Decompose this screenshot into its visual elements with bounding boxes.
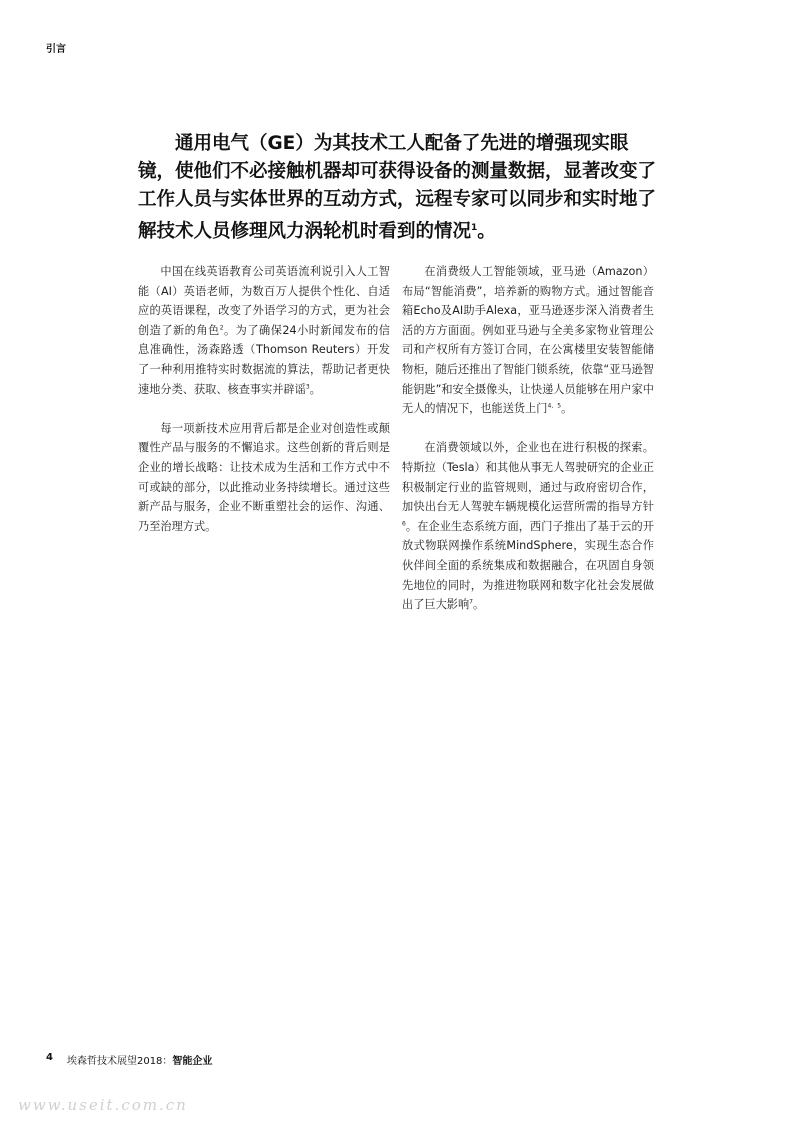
paragraph-text: 。为了确保24小时新闻发布的信息准确性，汤森路透（Thomson Reuters）开发了一种利用推特实时数据流的算法，帮助记者更快速地分类、获取、核查事实并辟谣 — [138, 323, 390, 396]
publication-title — [67, 1052, 212, 1067]
left-column — [138, 262, 390, 556]
publication-title-bold: 智能企业 — [172, 1056, 213, 1067]
right-column — [402, 262, 654, 634]
page-number: 4 — [46, 1052, 53, 1063]
paragraph-text: 。在企业生态系统方面，西门子推出了基于云的开放式物联网操作系统MindSphere，实现生态合作伙伴间全面的系统集成和数据融合，在巩固自身领先地位的同时，为推进物联网和数字化社会发展做出了巨大影响 — [402, 519, 654, 612]
section-label: 引言 — [46, 44, 66, 55]
footnote-ref[interactable]: 3 — [305, 382, 310, 390]
watermark: www.useit.com.cn — [18, 1096, 188, 1114]
pull-quote — [138, 130, 660, 246]
paragraph-end: 。 — [472, 598, 485, 612]
paragraph — [402, 438, 654, 614]
pull-quote-end: 。 — [477, 221, 496, 243]
page-footer — [46, 1052, 212, 1067]
paragraph-text: 在消费领域以外，企业也在进行积极的探索。特斯拉（Tesla）和其他从事无人驾驶研究的企业正积极制定行业的监管规则，通过与政府密切合作，加快出台无人驾驶车辆规模化运营所需的指导方针 — [402, 441, 654, 514]
paragraph-text: 中国在线英语教育公司英语流利说引入人工智能（AI）英语老师，为数百万人提供个性化、自适应的英语课程，改变了外语学习的方式，更为社会创造了新的角色 — [138, 265, 390, 337]
footnote-ref[interactable]: 2 — [219, 324, 224, 332]
paragraph-end: 。 — [561, 402, 573, 416]
paragraph — [138, 419, 390, 537]
footnote-ref[interactable]: 1 — [471, 223, 478, 233]
footnote-ref[interactable]: 4、5 — [547, 402, 562, 410]
paragraph-text: 在消费级人工智能领域，亚马逊（Amazon）布局“智能消费”，培养新的购物方式。通过智能音箱Echo及AI助手Alexa，亚马逊逐步深入消费者生活的方方面面。例如亚马逊与全美多家物业管理公司和产权所有方签订合同，在公寓楼里安装智能储物柜，随后还推出了智能门锁系统，依靠“亚马逊智能钥匙”和安全摄像头，让快递人员能够在用户家中无人的情况下，也能送货上门 — [402, 265, 654, 416]
paragraph-end: 。 — [309, 382, 321, 396]
footnote-ref[interactable]: 6 — [402, 519, 406, 527]
paragraph-text: 每一项新技术应用背后都是企业对创造性或颠覆性产品与服务的不懈追求。这些创新的背后则是企业的增长战略：让技术成为生活和工作方式中不可或缺的部分，以此推动业务持续增长。通过这些新产品与服务，企业不断重塑社会的运作、沟通、乃至治理方式。 — [138, 421, 390, 533]
footnote-ref[interactable]: 7 — [469, 598, 473, 606]
paragraph — [402, 262, 654, 419]
pull-quote-text: 通用电气（GE）为其技术工人配备了先进的增强现实眼镜，使他们不必接触机器却可获得设备的测量数据，显著改变了工作人员与实体世界的互动方式，远程专家可以同步和实时地了解技术人员修理风力涡轮机时看到的情况 — [138, 133, 657, 243]
paragraph — [138, 262, 390, 399]
publication-title-text: 埃森哲技术展望2018： — [66, 1056, 173, 1067]
